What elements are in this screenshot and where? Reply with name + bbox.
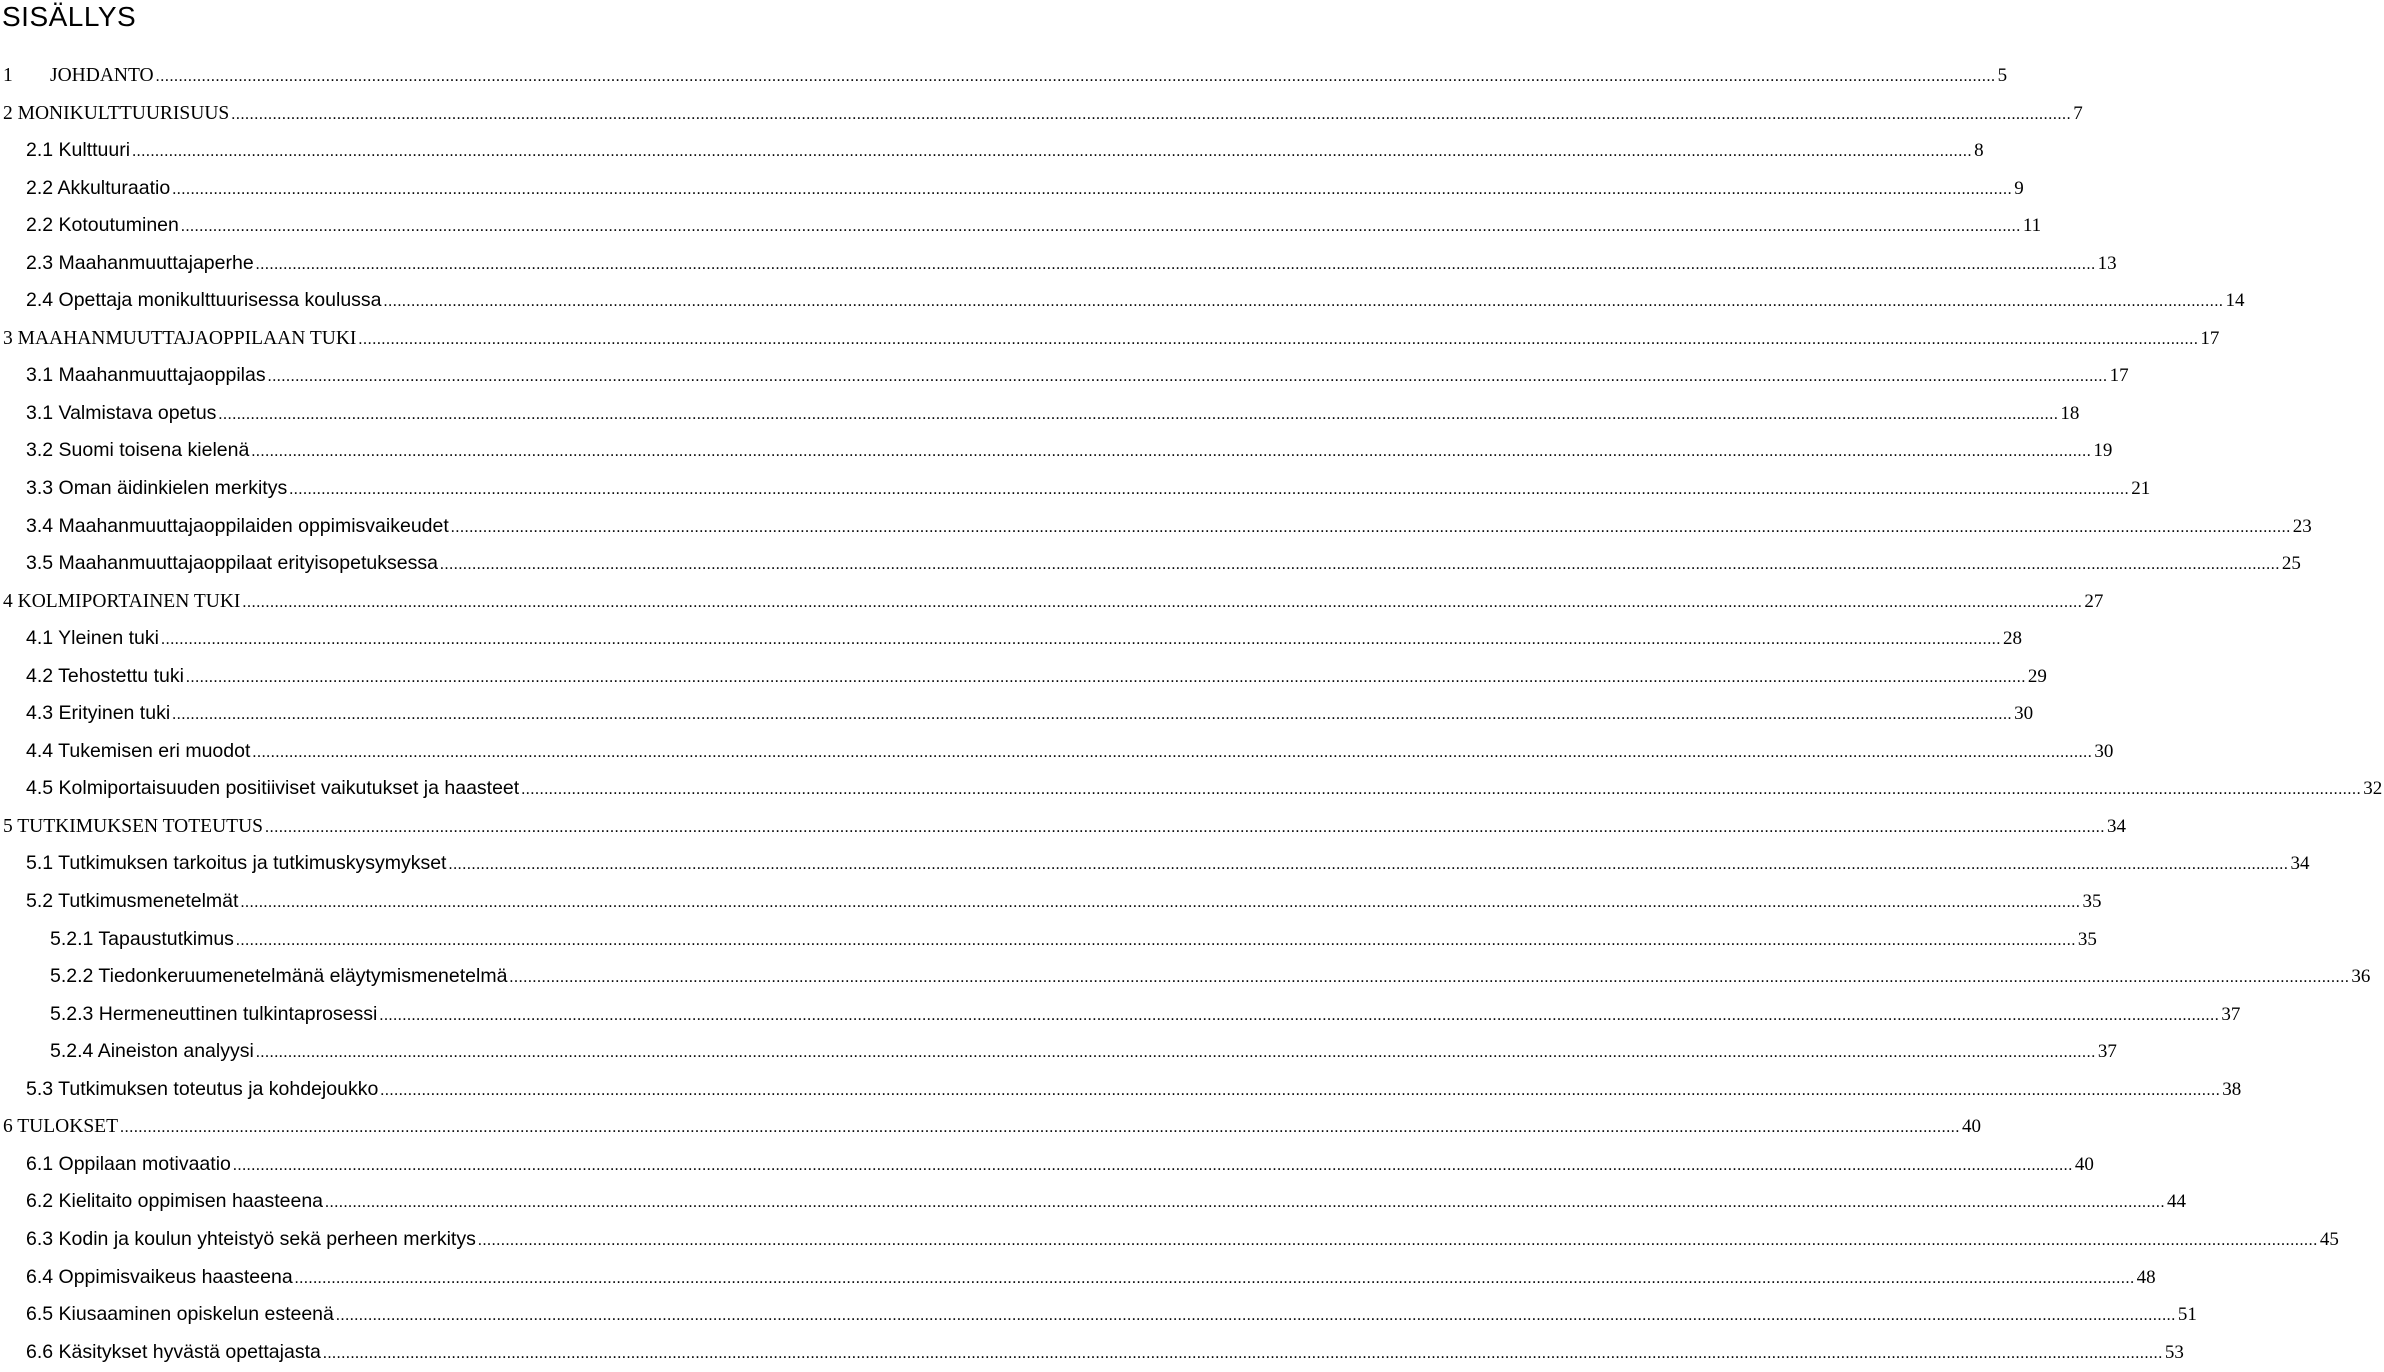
toc-entry[interactable] [0, 733, 2114, 771]
toc-entry-page-number: 38 [2222, 1078, 2242, 1100]
dot-leader: ................................................................................................................................................................................................................................................................................................................................................................................................................ [235, 931, 2076, 949]
toc-entry-page-number: 40 [1962, 1116, 1982, 1138]
dot-leader: ................................................................................................................................................................................................................................................................................................................................................................................................................ [521, 781, 2362, 799]
toc-entry-page-number: 18 [2060, 402, 2080, 424]
dot-leader: ................................................................................................................................................................................................................................................................................................................................................................................................................ [509, 969, 2350, 987]
dot-leader: ................................................................................................................................................................................................................................................................................................................................................................................................................ [380, 1081, 2221, 1099]
toc-entry-page-number: 11 [2022, 215, 2042, 237]
toc-entry-page-number: 17 [2109, 365, 2129, 387]
toc-entry[interactable] [0, 958, 2371, 996]
toc-entry[interactable] [0, 170, 2024, 208]
dot-leader: ................................................................................................................................................................................................................................................................................................................................................................................................................ [232, 1156, 2073, 1174]
toc-entry-title: 4.5 Kolmiportaisuuden positiiviset vaikutukset ja haasteet [26, 777, 520, 800]
toc-entry-page-number: 7 [2073, 102, 2083, 124]
toc-entry-page-number: 53 [2164, 1341, 2184, 1363]
toc-entry-title: 6.4 Oppimisvaikeus haasteena [26, 1265, 293, 1288]
toc-entry-title: 4 KOLMIPORTAINEN TUKI [3, 590, 241, 612]
toc-entry-title: 4.2 Tehostettu tuki [26, 664, 184, 687]
toc-entry[interactable] [0, 921, 2097, 959]
dot-leader: ................................................................................................................................................................................................................................................................................................................................................................................................................ [383, 293, 2224, 311]
toc-entry-title: 2.2 Kotoutuminen [26, 214, 179, 237]
dot-leader: ................................................................................................................................................................................................................................................................................................................................................................................................................ [132, 143, 1973, 161]
toc-entry-title: 5.3 Tutkimuksen toteutus ja kohdejoukko [26, 1077, 379, 1100]
toc-entry-page-number: 28 [2003, 628, 2022, 650]
dot-leader: ................................................................................................................................................................................................................................................................................................................................................................................................................ [252, 743, 2093, 761]
dot-leader: ................................................................................................................................................................................................................................................................................................................................................................................................................ [251, 443, 2092, 461]
dot-leader: ................................................................................................................................................................................................................................................................................................................................................................................................................ [294, 1269, 2135, 1287]
toc-entry[interactable] [0, 282, 2245, 320]
dot-leader: ................................................................................................................................................................................................................................................................................................................................................................................................................ [448, 856, 2289, 874]
toc-entry-title: 3.4 Maahanmuuttajaoppilaiden oppimisvaikeudet [26, 514, 449, 537]
toc-entry-page-number: 25 [2281, 553, 2301, 575]
toc-entry-title: 2.4 Opettaja monikulttuurisessa koulussa [26, 289, 382, 312]
toc-entry-title: 6.1 Oppilaan motivaatio [26, 1152, 231, 1175]
toc-entry-page-number: 45 [2319, 1228, 2339, 1250]
toc-entry-title: 6 TULOKSET [3, 1116, 119, 1138]
toc-entry[interactable] [0, 620, 2022, 658]
toc-entry-page-number: 30 [2094, 740, 2114, 762]
toc-entry[interactable] [0, 1108, 1982, 1146]
toc-entry-title: 4.4 Tukemisen eri muodot [26, 739, 251, 762]
dot-leader: ................................................................................................................................................................................................................................................................................................................................................................................................................ [120, 1119, 1961, 1137]
toc-entry[interactable] [0, 432, 2113, 470]
toc-entry[interactable] [0, 808, 2127, 846]
toc-entry[interactable] [0, 395, 2080, 433]
toc-entry-title: 2.3 Maahanmuuttajaperhe [26, 251, 254, 274]
toc-entry-page-number: 40 [2074, 1153, 2094, 1175]
toc-entry[interactable] [0, 207, 2042, 245]
toc-entry-title: 6.5 Kiusaaminen opiskelun esteenä [26, 1303, 334, 1326]
dot-leader: ................................................................................................................................................................................................................................................................................................................................................................................................................ [242, 593, 2083, 611]
toc-entry-title: 5.2.4 Aineiston analyysi [50, 1040, 254, 1063]
toc-entry-title: 4.3 Erityinen tuki [26, 702, 171, 725]
dot-leader: ................................................................................................................................................................................................................................................................................................................................................................................................................ [358, 330, 2199, 348]
dot-leader: ................................................................................................................................................................................................................................................................................................................................................................................................................ [289, 481, 2130, 499]
toc-entry[interactable] [0, 1033, 2117, 1071]
toc-entry-page-number: 37 [2097, 1041, 2117, 1063]
dot-leader: ................................................................................................................................................................................................................................................................................................................................................................................................................ [450, 518, 2291, 536]
toc-entry[interactable] [0, 470, 2151, 508]
toc-entry-title: 3.1 Valmistava opetus [26, 401, 217, 424]
toc-entry[interactable] [0, 1221, 2339, 1259]
toc-entry-page-number: 19 [2093, 440, 2113, 462]
toc-entry-title: 6.2 Kielitaito oppimisen haasteena [26, 1190, 324, 1213]
toc-entry[interactable] [0, 245, 2117, 283]
toc-entry-title: 3.5 Maahanmuuttajaoppilaat erityisopetuksessa [26, 552, 438, 575]
toc-entry-title: 5.2.2 Tiedonkeruumenetelmänä eläytymismenetelmä [50, 965, 508, 988]
toc-entry-title: 5.2 Tutkimusmenetelmät [26, 890, 239, 913]
dot-leader: ................................................................................................................................................................................................................................................................................................................................................................................................................ [240, 894, 2081, 912]
toc-entry-title: 3.3 Oman äidinkielen merkitys [26, 477, 288, 500]
dot-leader: ................................................................................................................................................................................................................................................................................................................................................................................................................ [477, 1231, 2318, 1249]
toc-entry-page-number: 44 [2167, 1191, 2187, 1213]
dot-leader: ................................................................................................................................................................................................................................................................................................................................................................................................................ [265, 818, 2106, 836]
dot-leader: ................................................................................................................................................................................................................................................................................................................................................................................................................ [439, 556, 2280, 574]
toc-entry-title [0, 57, 154, 94]
toc-entry-page-number: 17 [2200, 327, 2220, 349]
toc-entry-number: 1 [3, 65, 13, 86]
toc-entry-page-number: 35 [2077, 928, 2097, 950]
toc-entry-page-number: 37 [2221, 1003, 2241, 1025]
toc-entry-title: 5.1 Tutkimuksen tarkoitus ja tutkimuskysymykset [26, 852, 447, 875]
toc-entry-title: 3.1 Maahanmuuttajaoppilas [26, 364, 266, 387]
toc-entry-page-number: 34 [2107, 815, 2127, 837]
toc-entry-page-number: 27 [2084, 590, 2104, 612]
dot-leader: ................................................................................................................................................................................................................................................................................................................................................................................................................ [172, 180, 2013, 198]
dot-leader: ................................................................................................................................................................................................................................................................................................................................................................................................................ [161, 631, 2001, 649]
toc-entry[interactable] [0, 883, 2102, 921]
dot-leader: ................................................................................................................................................................................................................................................................................................................................................................................................................ [322, 1344, 2163, 1362]
toc-entry-page-number: 9 [2014, 177, 2024, 199]
toc-entry[interactable] [0, 320, 2220, 358]
toc-entry-title: 3.2 Suomi toisena kielenä [26, 439, 250, 462]
toc-entry[interactable] [0, 57, 2008, 95]
toc-entry[interactable] [0, 583, 2104, 621]
toc-entry-page-number: 51 [2177, 1304, 2197, 1326]
toc-entry-page-number: 48 [2136, 1266, 2156, 1288]
dot-leader: ................................................................................................................................................................................................................................................................................................................................................................................................................ [218, 405, 2059, 423]
dot-leader: ................................................................................................................................................................................................................................................................................................................................................................................................................ [255, 255, 2096, 273]
table-of-contents [0, 57, 2383, 1371]
toc-entry-title: 5.2.1 Tapaustutkimus [50, 927, 234, 950]
dot-leader: ................................................................................................................................................................................................................................................................................................................................................................................................................ [379, 1006, 2220, 1024]
toc-entry[interactable] [0, 845, 2310, 883]
dot-leader: ................................................................................................................................................................................................................................................................................................................................................................................................................ [325, 1194, 2166, 1212]
toc-entry-title: 4.1 Yleinen tuki [26, 627, 159, 650]
toc-entry-title: 2.2 Akkulturaatio [26, 176, 171, 199]
toc-entry-page-number: 23 [2292, 515, 2312, 537]
toc-entry-title: 6.3 Kodin ja koulun yhteistyö sekä perheen merkitys [26, 1227, 476, 1250]
toc-heading: SISÄLLYS [2, 1, 137, 32]
toc-entry-page-number: 14 [2225, 290, 2245, 312]
toc-entry-page-number: 29 [2027, 665, 2047, 687]
toc-entry[interactable] [0, 1183, 2187, 1221]
toc-entry[interactable] [0, 95, 2083, 133]
toc-entry[interactable] [0, 770, 2383, 808]
toc-entry-title: 5 TUTKIMUKSEN TOTEUTUS [3, 815, 264, 837]
dot-leader: ................................................................................................................................................................................................................................................................................................................................................................................................................ [267, 368, 2108, 386]
toc-entry-title: 5.2.3 Hermeneuttinen tulkintaprosessi [50, 1002, 378, 1025]
dot-leader: ................................................................................................................................................................................................................................................................................................................................................................................................................ [185, 668, 2026, 686]
toc-entry[interactable] [0, 1259, 2156, 1297]
toc-entry-title: 3 MAAHANMUUTTAJAOPPILAAN TUKI [3, 327, 357, 349]
toc-entry-page-number: 8 [1974, 140, 1984, 162]
toc-entry[interactable] [0, 1146, 2094, 1184]
toc-entry-page-number: 32 [2363, 778, 2383, 800]
toc-entry-title: 2 MONIKULTTUURISUUS [3, 102, 230, 124]
toc-entry-title: 2.1 Kulttuuri [26, 139, 131, 162]
toc-entry-title: 6.6 Käsitykset hyvästä opettajasta [26, 1340, 321, 1363]
toc-entry[interactable] [0, 545, 2301, 583]
toc-entry-page-number: 13 [2097, 252, 2117, 274]
dot-leader: ................................................................................................................................................................................................................................................................................................................................................................................................................ [180, 218, 2021, 236]
toc-entry[interactable] [0, 508, 2312, 546]
toc-entry-page-number: 5 [1997, 65, 2008, 86]
dot-leader: ................................................................................................................................................................................................................................................................................................................................................................................................................ [172, 706, 2013, 724]
toc-entry[interactable] [0, 1296, 2197, 1334]
dot-leader: ................................................................................................................................................................................................................................................................................................................................................................................................................ [231, 105, 2072, 123]
toc-entry-text: JOHDANTO [50, 65, 154, 86]
toc-entry-page-number: 30 [2014, 703, 2034, 725]
toc-entry[interactable] [0, 1334, 2184, 1372]
dot-leader: ................................................................................................................................................................................................................................................................................................................................................................................................................ [335, 1307, 2176, 1325]
dot-leader: ................................................................................................................................................................................................................................................................................................................................................................................................................ [155, 68, 1996, 85]
toc-entry[interactable] [0, 132, 1984, 170]
toc-entry-page-number: 34 [2290, 853, 2310, 875]
toc-entry[interactable] [0, 695, 2034, 733]
toc-entry[interactable] [0, 1071, 2242, 1109]
toc-entry[interactable] [0, 658, 2047, 696]
toc-entry-page-number: 36 [2351, 966, 2371, 988]
toc-entry-page-number: 35 [2082, 891, 2102, 913]
toc-entry[interactable] [0, 357, 2129, 395]
dot-leader: ................................................................................................................................................................................................................................................................................................................................................................................................................ [255, 1044, 2096, 1062]
toc-entry-page-number: 21 [2131, 478, 2151, 500]
toc-entry[interactable] [0, 996, 2241, 1034]
